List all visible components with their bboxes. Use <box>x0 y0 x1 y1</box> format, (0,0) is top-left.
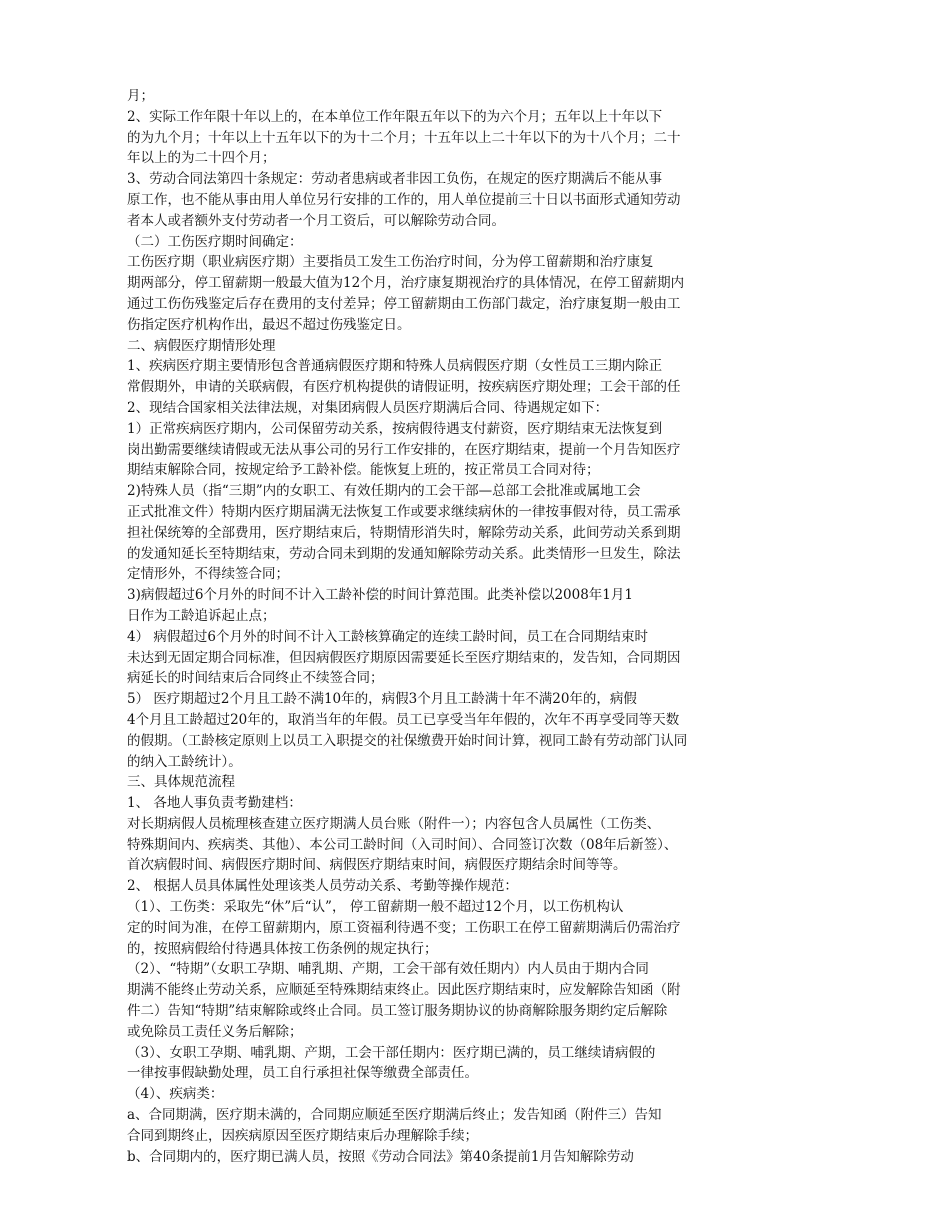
text-line: 1、疾病医疗期主要情形包含普通病假医疗期和特殊人员病假医疗期（女性员工三期内除正 <box>127 358 663 375</box>
text-line: 未达到无固定期合同标准，但因病假医疗期原因需要延长至医疗期结束的，发告知，合同期因 <box>127 649 681 666</box>
text-line: 1）正常疾病医疗期内，公司保留劳动关系，按病假待遇支付薪资，医疗期结束无法恢复到 <box>127 420 663 437</box>
text-line: 伤指定医疗机构作出，最迟不超过伤残鉴定日。 <box>127 316 411 333</box>
text-line: 期满不能终止劳动关系，应顺延至特殊期结束终止。因此医疗期结束时，应发解除告知函（附 <box>127 982 681 999</box>
text-line: 岗出勤需要继续请假或无法从事公司的另行工作安排的，在医疗期结束，提前一个月告知医疗 <box>127 441 681 458</box>
text-line: 期两部分，停工留薪期一般最大值为12个月，治疗康复期视治疗的具体情况，在停工留薪期内 <box>127 275 685 292</box>
text-line: 担社保统筹的全部费用，医疗期结束后，特期情形消失时，解除劳动关系，此间劳动关系到期 <box>127 524 681 541</box>
text-line: 定的时间为准，在停工留薪期内，原工资福利待遇不变；工伤职工在停工留薪期满后仍需治疗 <box>127 919 681 936</box>
text-line: （4）、疾病类： <box>127 1086 224 1103</box>
text-line: 的，按照病假给付待遇具体按工伤条例的规定执行； <box>127 940 438 957</box>
text-line: 特殊期间内、疾病类、其他）、本公司工龄时间（入司时间）、合同签订次数（08年后新签）、 <box>127 836 678 853</box>
text-line: 二、病假医疗期情形处理 <box>127 337 276 354</box>
text-line: （3）、女职工孕期、哺乳期、产期，工会干部任期内：医疗期已满的，员工继续请病假的 <box>127 1044 656 1061</box>
text-line: 2、实际工作年限十年以上的，在本单位工作年限五年以下的为六个月；五年以上十年以下 <box>127 108 663 125</box>
text-line: 2)特殊人员（指“三期”内的女职工、有效任期内的工会干部—总部工会批准或属地工会 <box>127 483 641 500</box>
text-line: 的为九个月；十年以上十五年以下的为十二个月；十五年以上二十年以下的为十八个月；二十 <box>127 129 681 146</box>
text-line: 的纳入工龄统计）。 <box>127 753 242 770</box>
text-line: （二）工伤医疗期时间确定： <box>127 233 303 250</box>
text-line: 期结束解除合同，按规定给予工龄补偿。能恢复上班的，按正常员工合同对待； <box>127 462 600 479</box>
document-page <box>127 86 827 1167</box>
text-line: 3、劳动合同法第四十条规定：劳动者患病或者非因工负伤，在规定的医疗期满后不能从事 <box>127 171 663 188</box>
text-line: 病延长的时间结束后合同终止不续签合同； <box>127 670 384 687</box>
text-line: a、合同期满，医疗期未满的，合同期应顺延至医疗期满后终止；发告知函（附件三）告知 <box>127 1107 662 1124</box>
text-line: 日作为工龄追诉起止点； <box>127 607 276 624</box>
text-line: （2）、“特期”（女职工孕期、哺乳期、产期，工会干部有效任期内）内人员由于期内合同 <box>127 961 649 978</box>
text-line: 月； <box>127 88 154 104</box>
text-line: b、合同期内的，医疗期已满人员，按照《劳动合同法》第40条提前1月告知解除劳动 <box>127 1148 634 1165</box>
text-line: 1、 各地人事负责考勤建档： <box>127 795 302 812</box>
text-line: 原工作，也不能从事由用人单位另行安排的工作的，用人单位提前三十日以书面形式通知劳动 <box>127 191 681 208</box>
text-line: 的假期。（工龄核定原则上以员工入职提交的社保缴费开始时间计算，视同工龄有劳动部门认同 <box>127 732 688 749</box>
text-line: 年以上的为二十四个月； <box>127 150 276 167</box>
text-line: 2、 根据人员具体属性处理该类人员劳动关系、考勤等操作规范： <box>127 878 518 895</box>
text-line: 者本人或者额外支付劳动者一个月工资后，可以解除劳动合同。 <box>127 212 505 229</box>
text-line: 5） 医疗期超过2个月且工龄不满10年的，病假3个月且工龄满十年不满20年的，病假 <box>127 691 637 708</box>
text-line: 正式批准文件）特期内医疗期届满无法恢复工作或要求继续病休的一律按事假对待，员工需承 <box>127 503 681 520</box>
text-line: 工伤医疗期（职业病医疗期）主要指员工发生工伤治疗时间，分为停工留薪期和治疗康复 <box>127 254 654 271</box>
text-line: 2、现结合国家相关法律法规，对集团病假人员医疗期满后合同、待遇规定如下： <box>127 399 609 416</box>
text-line: 常假期外，申请的关联病假，有医疗机构提供的请假证明，按疾病医疗期处理；工会干部的任 <box>127 379 681 396</box>
text-line: 或免除员工责任义务后解除； <box>127 1023 303 1040</box>
text-line: 件二）告知“特期”结束解除或终止合同。员工签订服务期协议的协商解除服务期约定后解除 <box>127 1003 668 1020</box>
text-line: （1）、工伤类：采取先“休”后“认”， 停工留薪期一般不超过12个月，以工伤机构认 <box>127 899 624 916</box>
text-line: 合同到期终止，因疾病原因至医疗期结束后办理解除手续； <box>127 1127 478 1144</box>
text-line: 三、具体规范流程 <box>127 774 235 791</box>
text-line: 3)病假超过6个月外的时间不计入工龄补偿的时间计算范围。此类补偿以2008年1月1 <box>127 587 633 604</box>
text-line: 4） 病假超过6个月外的时间不计入工龄核算确定的连续工龄时间，员工在合同期结束时 <box>127 628 648 645</box>
text-line: 4个月且工龄超过20年的，取消当年的年假。员工已享受当年年假的，次年不再享受同等天数 <box>127 711 680 728</box>
text-line: 一律按事假缺勤处理，员工自行承担社保等缴费全部责任。 <box>127 1065 478 1082</box>
text-line: 的发通知延长至特期结束，劳动合同未到期的发通知解除劳动关系。此类情形一旦发生，除法 <box>127 545 681 562</box>
text-line: 通过工伤伤残鉴定后存在费用的支付差异；停工留薪期由工伤部门裁定，治疗康复期一般由工 <box>127 295 681 312</box>
text-line: 定情形外，不得续签合同； <box>127 566 289 583</box>
text-line: 对长期病假人员梳理核查建立医疗期满人员台账（附件一）；内容包含人员属性（工伤类、 <box>127 815 661 832</box>
text-line: 首次病假时间、病假医疗期时间、病假医疗期结束时间，病假医疗期结余时间等等。 <box>127 857 627 874</box>
